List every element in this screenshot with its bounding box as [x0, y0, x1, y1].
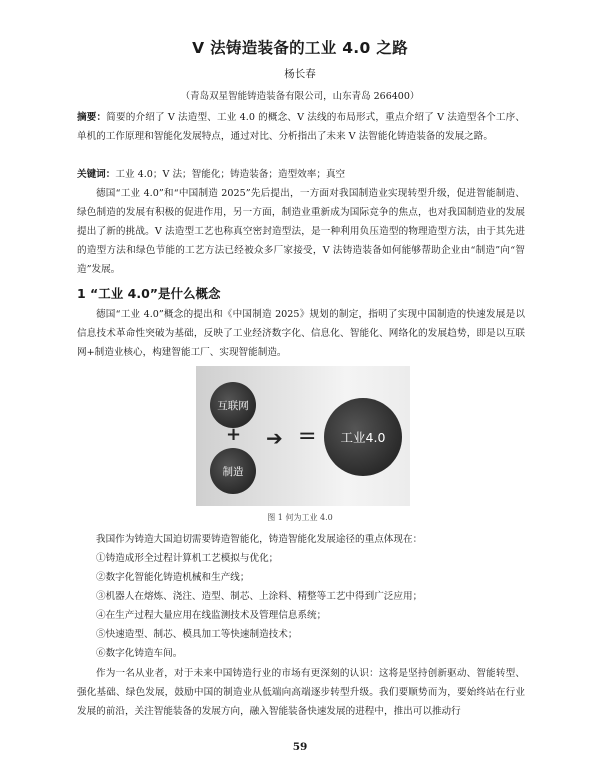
figure-industry-4-0 — [196, 366, 410, 506]
list-item: ⑥数字化铸造车间。 — [96, 648, 183, 659]
paper-title: V 法铸造装备的工业 4.0 之路 — [192, 39, 408, 57]
author-affiliation: （青岛双星智能铸造装备有限公司，山东青岛 266400） — [180, 91, 420, 102]
section-1-heading: 1 “工业 4.0”是什么概念 — [77, 286, 221, 301]
list-item: ②数字化智能化铸造机械和生产线； — [96, 572, 250, 583]
list-item: ④在生产过程大量应用在线监测技术及管理信息系统； — [96, 610, 327, 621]
author-name: 杨长春 — [284, 68, 316, 80]
list-item: ⑤快速造型、制芯、模具加工等快速制造技术； — [96, 629, 298, 640]
abstract-label: 摘要： — [77, 112, 107, 123]
section-1-paragraph-3: 作为一名从业者，对于未来中国铸造行业的市场有更深刻的认识：这将是坚持创新驱动、智能转型、强化基础、绿色发展，鼓励中国的制造业从低端向高端逐步转型升级。我们要顺势而为，要始终站在行业发展的前沿，关注智能装备的发展方向，融入智能装备快速发展的进程中，推出可以推动行 — [77, 668, 525, 717]
circle-internet: 互联网 — [210, 382, 256, 428]
arrow-right-icon: ➔ — [266, 426, 283, 450]
circle-manufacture: 制造 — [210, 448, 256, 494]
keywords — [77, 165, 525, 184]
section-1-paragraph-2: 我国作为铸造大国迫切需要铸造智能化，铸造智能化发展途径的重点体现在： — [96, 534, 423, 545]
plus-symbol: + — [226, 424, 242, 445]
abstract — [77, 108, 525, 146]
abstract-text: 简要的介绍了 V 法造型、工业 4.0 的概念、V 法线的布局形式，重点介绍了 V 法造型各个工序、单机的工作原理和智能化发展特点，通过对比、分析指出了未来 V 法智能化铸造装备的发展之路。 — [77, 112, 526, 142]
list-item: ③机器人在熔炼、浇注、造型、制芯、上涂料、精整等工艺中得到广泛应用； — [96, 591, 423, 602]
page-number: 59 — [292, 741, 308, 753]
figure-caption: 图 1 何为工业 4.0 — [267, 513, 333, 522]
intro-paragraph: 德国“工业 4.0”和“中国制造 2025”先后提出，一方面对我国制造业实现转型升级，促进智能制造、绿色制造的发展有积极的促进作用，另一方面，制造业重新成为国际竞争的焦点，也对我国制造业的发展提出了新的挑战。V 法造型工艺也称真空密封造型法，是一种利用负压造型的物理造型方法，由于其先进的造型方法和绿色节能的工艺方法已经被众多厂家接受，V 法铸造装备如何能够帮助企业由“制造”向“智造”发展。 — [77, 188, 525, 275]
keywords-text: 工业 4.0；V 法；智能化；铸造装备；造型效率；真空 — [115, 169, 346, 180]
list-item: ①铸造成形全过程计算机工艺模拟与优化； — [96, 553, 279, 564]
circle-industry-4-0: 工业4.0 — [324, 398, 402, 476]
keywords-label: 关键词： — [77, 169, 116, 180]
section-1-paragraph-1: 德国“工业 4.0”概念的提出和《中国制造 2025》规划的制定，指明了实现中国制造的快速发展是以信息技术革命性突破为基础，反映了工业经济数字化、信息化、智能化、网络化的发展趋势，即是以互联网+制造业核心，构建智能工厂、实现智能制造。 — [77, 309, 525, 358]
equals-symbol: = — [298, 424, 317, 449]
